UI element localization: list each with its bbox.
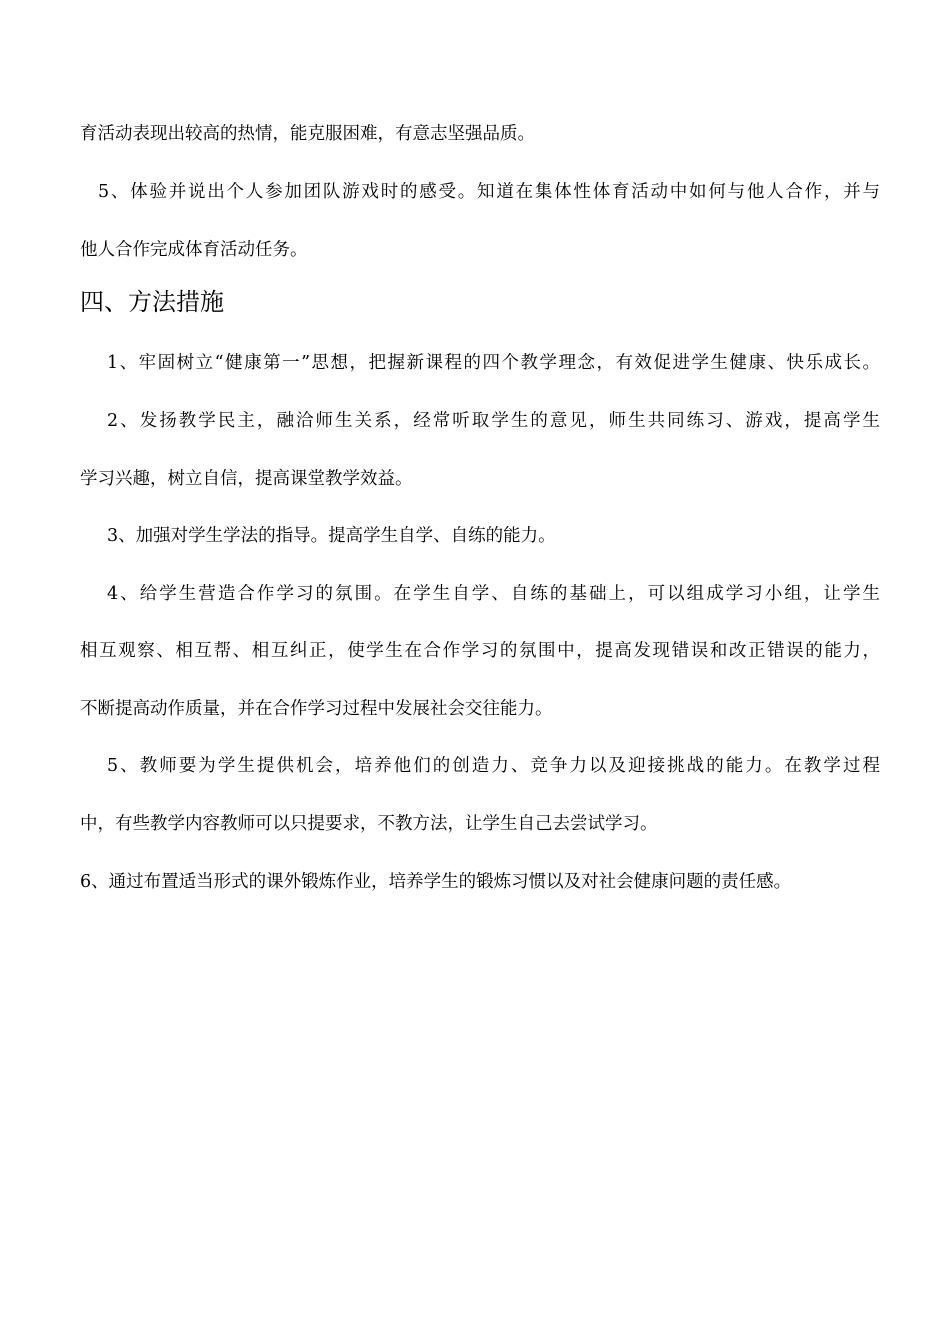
paragraph-line: 学习兴趣，树立自信，提高课堂教学效益。 [80,469,413,489]
measure-2: 2、发扬教学民主，融洽师生关系，经常听取学生的意见，师生共同练习、游戏，提高学生 [107,411,880,431]
section-heading: 四、方法措施 [80,288,224,316]
paragraph-line: 5、体验并说出个人参加团队游戏时的感受。知道在集体性体育活动中如何与他人合作，并与 [98,182,880,202]
paragraph-line: 育活动表现出较高的热情，能克服困难，有意志坚强品质。 [80,124,535,144]
paragraph-line: 相互观察、相互帮、相互纠正，使学生在合作学习的氛围中，提高发现错误和改正错误的能力， [80,641,880,661]
measure-5: 5、教师要为学生提供机会，培养他们的创造力、竞争力以及迎接挑战的能力。在教学过程 [107,756,880,776]
measure-1: 1、牢固树立“健康第一”思想，把握新课程的四个教学理念，有效促进学生健康、快乐成长。 [107,353,880,373]
paragraph-line: 他人合作完成体育活动任务。 [80,240,308,260]
paragraph-line: 中，有些教学内容教师可以只提要求，不教方法，让学生自己去尝试学习。 [80,814,658,834]
measure-6: 6、通过布置适当形式的课外锻炼作业，培养学生的锻炼习惯以及对社会健康问题的责任感。 [80,872,792,892]
measure-4: 4、给学生营造合作学习的氛围。在学生自学、自练的基础上，可以组成学习小组，让学生 [107,584,880,604]
paragraph-line: 不断提高动作质量，并在合作学习过程中发展社会交往能力。 [80,699,553,719]
measure-3: 3、加强对学生学法的指导。提高学生自学、自练的能力。 [107,526,556,546]
